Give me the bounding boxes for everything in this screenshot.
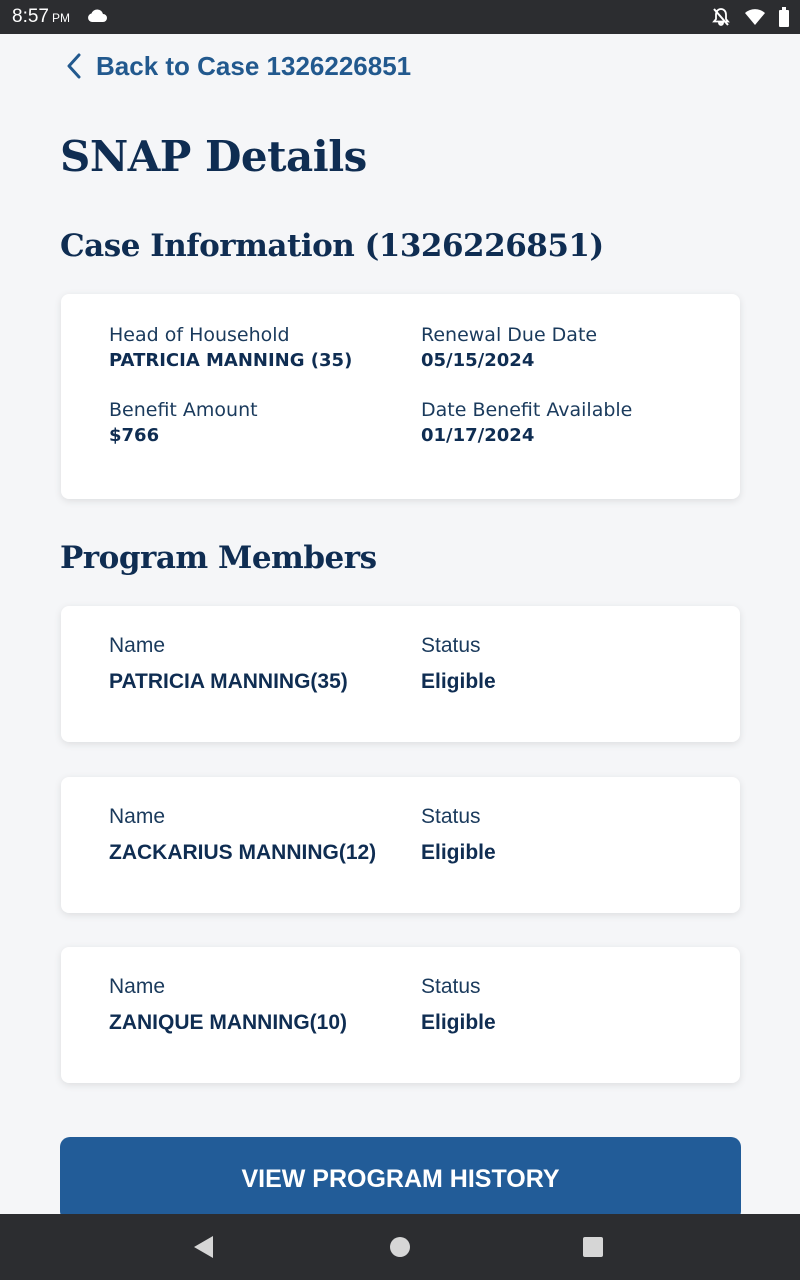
- member-status: Eligible: [421, 670, 496, 693]
- date-benefit-available-field: [421, 397, 632, 449]
- nav-recents-button[interactable]: [580, 1234, 606, 1260]
- view-program-history-button[interactable]: VIEW PROGRAM HISTORY: [60, 1137, 741, 1214]
- triangle-back-icon: [191, 1234, 217, 1260]
- field-label: Benefit Amount: [109, 399, 258, 421]
- square-recents-icon: [580, 1234, 606, 1260]
- case-information-card: [61, 294, 740, 499]
- status-ampm: PM: [51, 11, 70, 25]
- chevron-left-icon: [66, 53, 82, 79]
- name-header: Name: [109, 805, 166, 828]
- nav-back-button[interactable]: [191, 1234, 217, 1260]
- field-label: Head of Household: [109, 324, 290, 346]
- member-card: [61, 606, 740, 742]
- member-status: Eligible: [421, 841, 496, 864]
- renewal-due-date-field: [421, 322, 597, 374]
- back-link-label: Back to Case 1326226851: [96, 50, 412, 81]
- member-status: Eligible: [421, 1011, 496, 1034]
- field-value: PATRICIA MANNING (35): [109, 350, 353, 371]
- back-to-case-link[interactable]: [66, 48, 411, 84]
- nav-home-button[interactable]: [387, 1234, 413, 1260]
- navigation-bar: [0, 1214, 800, 1280]
- name-header: Name: [109, 975, 166, 998]
- member-name: ZANIQUE MANNING(10): [109, 1011, 348, 1034]
- field-label: Date Benefit Available: [421, 399, 633, 421]
- circle-home-icon: [387, 1234, 413, 1260]
- notifications-off-icon: [711, 7, 731, 27]
- battery-icon: [778, 7, 790, 27]
- field-label: Renewal Due Date: [421, 324, 598, 346]
- status-header: Status: [421, 805, 481, 828]
- case-information-title: Case Information (1326226851): [60, 228, 604, 264]
- field-value: 01/17/2024: [421, 425, 535, 446]
- member-card: [61, 777, 740, 913]
- member-card: [61, 947, 740, 1083]
- member-name: ZACKARIUS MANNING(12): [109, 841, 377, 864]
- main-content: [0, 34, 800, 1214]
- field-value: 05/15/2024: [421, 350, 535, 371]
- wifi-icon: [744, 7, 766, 27]
- status-time: 8:57 PM: [12, 6, 70, 27]
- head-of-household-field: [109, 322, 352, 374]
- field-value: $766: [109, 425, 160, 446]
- cloud-icon: [86, 9, 108, 28]
- status-bar: [0, 0, 800, 34]
- name-header: Name: [109, 634, 166, 657]
- status-header: Status: [421, 634, 481, 657]
- page-title: SNAP Details: [60, 132, 367, 181]
- status-icons: [703, 7, 790, 27]
- program-members-title: Program Members: [60, 540, 377, 576]
- member-name: PATRICIA MANNING(35): [109, 670, 348, 693]
- status-header: Status: [421, 975, 481, 998]
- benefit-amount-field: [109, 397, 258, 449]
